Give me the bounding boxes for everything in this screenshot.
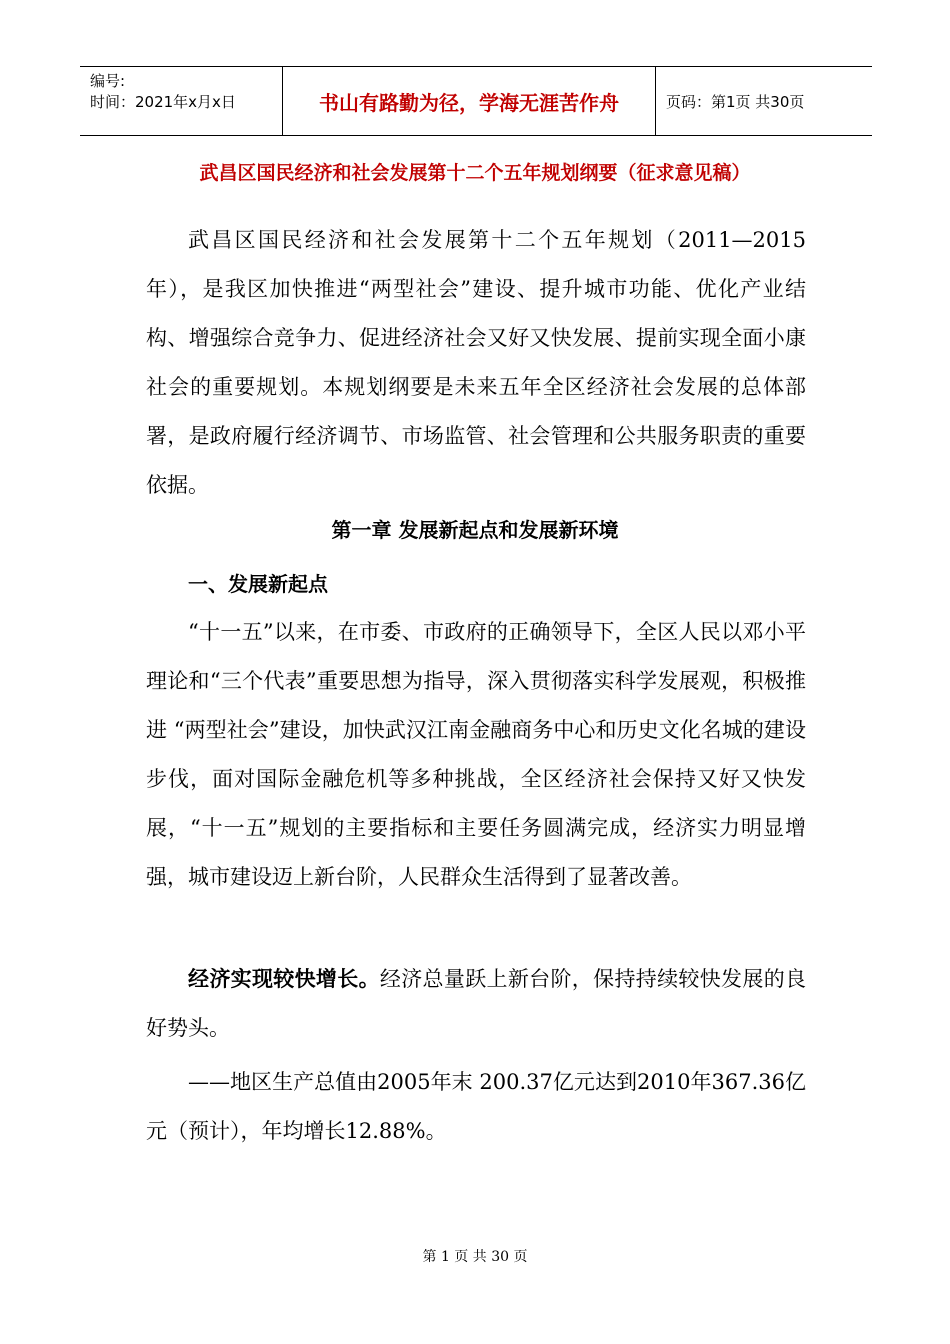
gdp-paragraph: ——地区生产总值由2005年末 200.37亿元达到2010年367.36亿元（预计），年均增长12.88%。: [146, 1070, 806, 1143]
growth-paragraph: [146, 955, 806, 1053]
page-header: [80, 66, 872, 136]
page-footer: 第 1 页 共 30 页: [422, 1249, 528, 1265]
header-meta: [80, 67, 282, 135]
document-title: 武昌区国民经济和社会发展第十二个五年规划纲要（征求意见稿）: [199, 162, 751, 184]
growth-text: 经济总量跃上新台阶，保持持续较快发展的良好势头。: [146, 967, 807, 1040]
review-paragraph: “十一五”以来，在市委、市政府的正确领导下，全区人民以邓小平理论和“三个代表”重要思想为指导，深入贯彻落实科学发展观，积极推进 “两型社会”建设，加快武汉江南金融商务中心和历史文化名城的建设步伐，面对国际金融危机等多种挑战，全区经济社会保持又好又快发展，“十一五”规划的主要指标和主要任务圆满完成，经济实力明显增强，城市建设迈上新台阶，人民群众生活得到了显著改善。: [146, 620, 806, 889]
chapter-heading: 第一章 发展新起点和发展新环境: [331, 518, 619, 542]
document-date-label: 时间：2021年x月x日: [90, 93, 236, 111]
header-motto-cell: [282, 67, 656, 135]
intro-paragraph: 武昌区国民经济和社会发展第十二个五年规划（2011—2015年），是我区加快推进“两型社会”建设、提升城市功能、优化产业结构、增强综合竞争力、促进经济社会又好又快发展、提前实现全面小康社会的重要规划。本规划纲要是未来五年全区经济社会发展的总体部署，是政府履行经济调节、市场监管、社会管理和公共服务职责的重要依据。: [146, 228, 806, 497]
header-page-cell: [656, 67, 872, 135]
header-page-label: 页码：第1页 共30页: [666, 92, 805, 111]
header-motto: 书山有路勤为径，学海无涯苦作舟: [319, 90, 619, 115]
document-number-label: 编号:: [90, 72, 126, 90]
growth-lead: 经济实现较快增长。: [188, 967, 380, 991]
section-heading: 一、发展新起点: [188, 572, 328, 596]
